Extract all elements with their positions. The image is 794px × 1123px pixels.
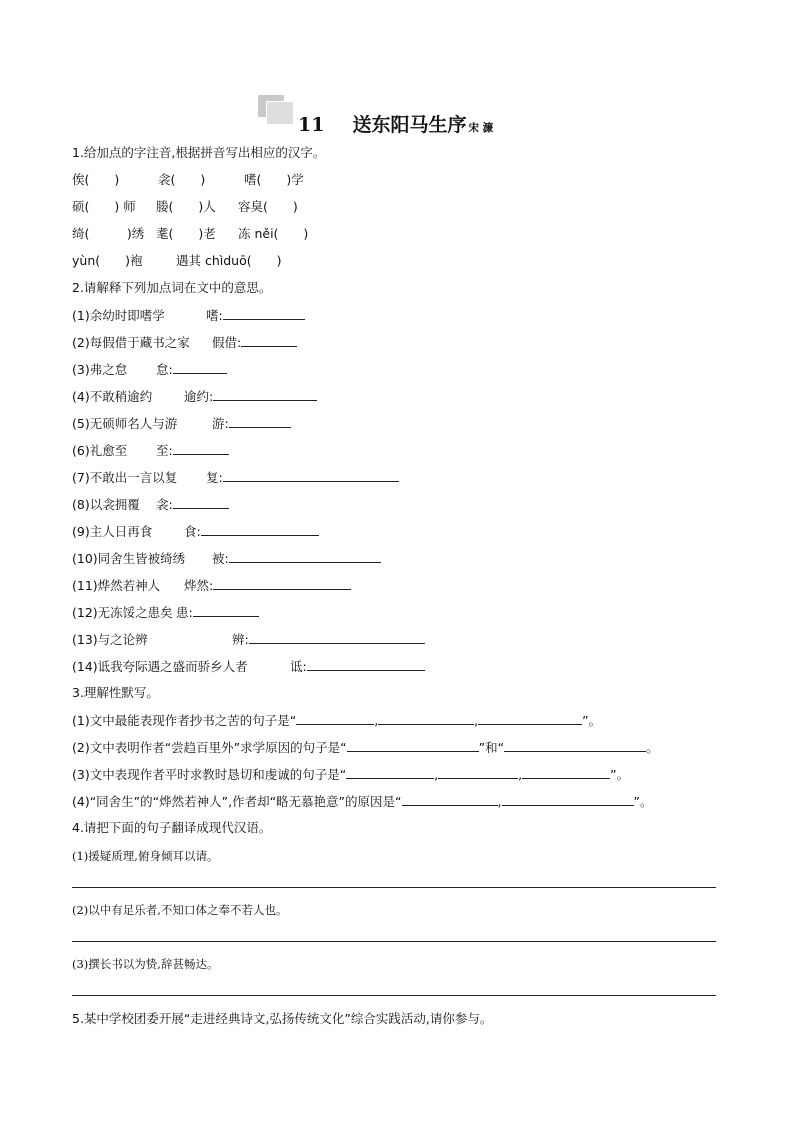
q3-item: (1)文中最能表现作者抄书之苦的句子是“ , , ”。 bbox=[72, 713, 602, 728]
q2-item: (6)礼愈至 至: bbox=[72, 442, 229, 459]
q4-sentence: (2)以中有足乐者,不知口体之奉不若人也。 bbox=[72, 903, 288, 917]
q2-item: (11)烨然若神人 烨然: bbox=[72, 577, 351, 594]
answer-blank[interactable] bbox=[173, 496, 229, 509]
q4-prompt: 4.请把下面的句子翻译成现代汉语。 bbox=[72, 820, 272, 835]
answer-blank[interactable] bbox=[229, 550, 381, 563]
q1-item: 耄( )老 bbox=[156, 226, 216, 241]
q2-item: (1)余幼时即嗜学 嗜: bbox=[72, 307, 305, 324]
q1-item: 硕( ) 师 bbox=[72, 199, 136, 214]
lesson-author: 宋 濂 bbox=[468, 122, 494, 134]
q2-item: (3)弗之怠 怠: bbox=[72, 361, 227, 378]
answer-blank[interactable] bbox=[402, 793, 498, 806]
q1-item: 嗜( )学 bbox=[244, 172, 304, 187]
q2-item: (10)同舍生皆被绮绣 被: bbox=[72, 550, 381, 567]
answer-blank[interactable] bbox=[522, 766, 610, 779]
answer-blank[interactable] bbox=[296, 712, 374, 725]
q3-item: (3)文中表现作者平时求教时恳切和虔诚的句子是“ , , ”。 bbox=[72, 767, 630, 782]
q2-item: (13)与之论辨 辨: bbox=[72, 631, 425, 648]
answer-blank[interactable] bbox=[307, 658, 425, 671]
q3-prompt: 3.理解性默写。 bbox=[72, 685, 159, 700]
q2-item: (8)以衾拥覆 衾: bbox=[72, 496, 229, 513]
answer-blank[interactable] bbox=[223, 307, 305, 320]
answer-line[interactable] bbox=[72, 887, 716, 888]
answer-blank[interactable] bbox=[173, 442, 229, 455]
q1-row bbox=[72, 253, 282, 269]
q1-item: 遇其 chìduō( ) bbox=[176, 253, 282, 268]
answer-blank[interactable] bbox=[378, 712, 474, 725]
q5-prompt: 5.某中学校团委开展“走进经典诗文,弘扬传统文化”综合实践活动,请你参与。 bbox=[72, 1011, 493, 1026]
q1-row bbox=[72, 226, 308, 242]
q2-item: (2)每假借于藏书之家 假借: bbox=[72, 334, 297, 351]
q1-item: 绮( )绣 bbox=[72, 226, 145, 241]
answer-blank[interactable] bbox=[173, 361, 227, 374]
answer-blank[interactable] bbox=[438, 766, 518, 779]
answer-blank[interactable] bbox=[213, 388, 317, 401]
q2-item: (4)不敢稍逾约 逾约: bbox=[72, 388, 317, 405]
answer-blank[interactable] bbox=[201, 523, 319, 536]
q3-item: (4)“同舍生”的“烨然若神人”,作者却“略无慕艳意”的原因是“ , ”。 bbox=[72, 794, 653, 809]
q2-item: (5)无硕师名人与游 游: bbox=[72, 415, 291, 432]
q1-row bbox=[72, 172, 304, 188]
answer-blank[interactable] bbox=[223, 469, 399, 482]
q1-row bbox=[72, 199, 298, 215]
lesson-number: 11 bbox=[298, 114, 325, 136]
q1-item: yùn( )袍 bbox=[72, 253, 143, 268]
q4-sentence: (1)援疑质理,俯身倾耳以请。 bbox=[72, 849, 219, 863]
q2-item: (7)不敢出一言以复 复: bbox=[72, 469, 399, 486]
q1-prompt: 1.给加点的字注音,根据拼音写出相应的汉字。 bbox=[72, 145, 326, 160]
header-logo-decoration bbox=[258, 95, 294, 125]
q2-item: (9)主人日再食 食: bbox=[72, 523, 319, 540]
answer-blank[interactable] bbox=[193, 604, 259, 617]
answer-blank[interactable] bbox=[478, 712, 582, 725]
q2-item: (14)诋我夸际遇之盛而骄乡人者 诋: bbox=[72, 658, 425, 675]
q1-item: 冻 něi( ) bbox=[238, 226, 309, 241]
q3-item: (2)文中表明作者“尝趋百里外”求学原因的句子是“ ”和“ 。 bbox=[72, 740, 659, 755]
q1-item: 媵( )人 bbox=[156, 199, 216, 214]
answer-blank[interactable] bbox=[504, 739, 646, 752]
q2-item: (12)无冻馁之患矣 患: bbox=[72, 604, 259, 621]
answer-line[interactable] bbox=[72, 995, 716, 996]
q1-item: 衾( ) bbox=[158, 172, 206, 187]
page-title bbox=[298, 110, 493, 137]
answer-blank[interactable] bbox=[213, 577, 351, 590]
q2-prompt: 2.请解释下列加点词在文中的意思。 bbox=[72, 280, 272, 295]
answer-blank[interactable] bbox=[346, 766, 434, 779]
answer-blank[interactable] bbox=[241, 334, 297, 347]
lesson-title: 送东阳马生序 bbox=[352, 114, 467, 136]
q4-sentence: (3)撰长书以为贽,辞甚畅达。 bbox=[72, 957, 219, 971]
answer-blank[interactable] bbox=[347, 739, 479, 752]
answer-blank[interactable] bbox=[249, 631, 425, 644]
q1-item: 容臭( ) bbox=[238, 199, 298, 214]
answer-line[interactable] bbox=[72, 941, 716, 942]
answer-blank[interactable] bbox=[502, 793, 634, 806]
answer-blank[interactable] bbox=[229, 415, 291, 428]
q1-item: 俟( ) bbox=[72, 172, 120, 187]
